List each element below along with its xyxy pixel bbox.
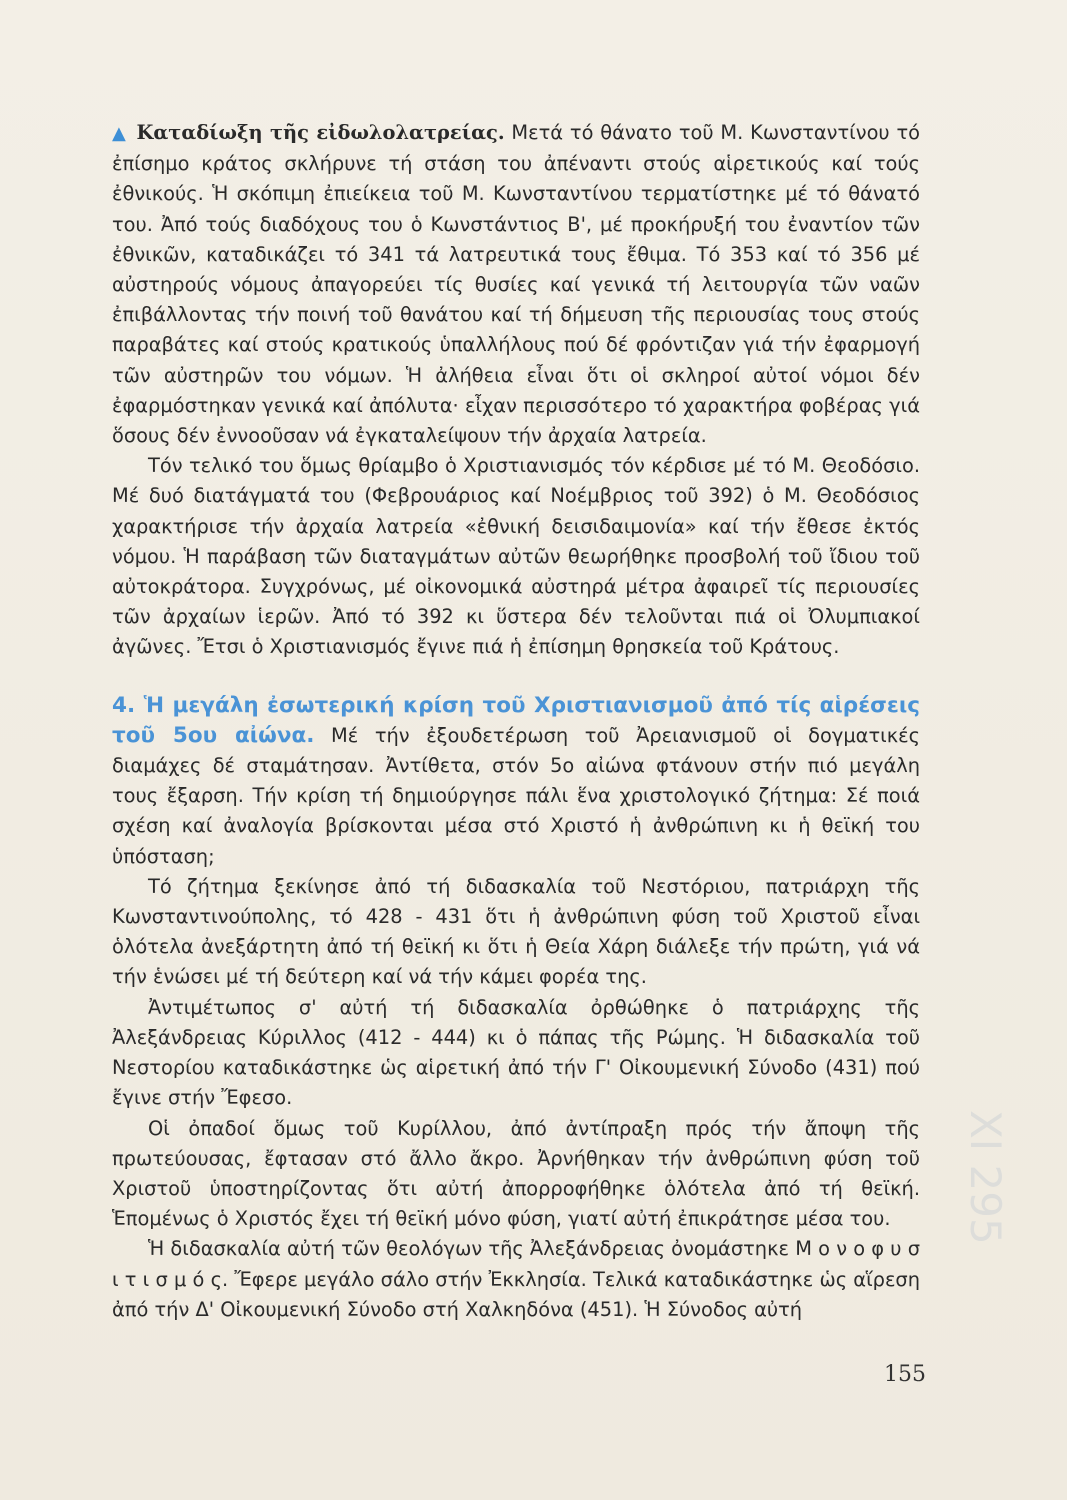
text-column (112, 118, 920, 1325)
paragraph-nestorius: Τό ζήτημα ξεκίνησε ἀπό τή διδασκαλία τοῦ Νεστόριου, πατριάρχη τῆς Κωνσταντινούπολης, τό 428 - 431 ὅτι ἡ ἀνθρώπινη φύση τοῦ Χριστοῦ εἶναι ὁλότελα ἀνεξάρτητη ἀπό τή θεϊκή κι ὅτι ἡ Θεία Χάρη διάλεξε τήν πρώτη, γιά νά τήν ἑνώσει μέ τή δεύτερη καί νά τήν κάμει φορέα της. (112, 874, 920, 989)
library-stamp: ΧΙ 295 (961, 1110, 1010, 1245)
paragraph-persecution (112, 118, 920, 451)
paragraph-followers: Οἱ ὀπαδοί ὅμως τοῦ Κυρίλλου, ἀπό ἀντίπραξη πρός τήν ἄποψη τῆς πρωτεύουσας, ἔφτασαν στό ἄλλο ἄκρο. Ἀρνήθηκαν τήν ἀνθρώπινη φύση τοῦ Χριστοῦ ὑποστηρίζοντας ὅτι αὐτή ἀπορροφήθηκε ὁλότελα ἀπό τή θεϊκή. Ἑπομένως ὁ Χριστός ἔχει τή θεϊκή μόνο φύση, γιατί αὐτή ἐπικράτησε μέσα του. (112, 1116, 920, 1231)
paragraph-cyril: Ἀντιμέτωπος σ' αὐτή τή διδασκαλία ὀρθώθηκε ὁ πατριάρχης τῆς Ἀλεξάνδρειας Κύριλλος (412 - 444) κι ὁ πάπας τῆς Ρώμης. Ἡ διδασκαλία τοῦ Νεστορίου καταδικάστηκε ὡς αἱρετική ἀπό τήν Γ' Οἰκουμενική Σύνοδο (431) πού ἔγινε στήν Ἔφεσο. (112, 995, 920, 1110)
triangle-bullet-icon: ▲ (112, 123, 127, 144)
section-heading: 4. Ἡ μεγάλη ἐσωτερική κρίση τοῦ Χριστιανισμοῦ ἀπό τίς αἱρέσεις τοῦ 5ου αἰώνα. (112, 692, 920, 748)
subsection-title: Καταδίωξη τῆς εἰδωλολατρείας. (136, 121, 505, 144)
paragraph-text: Μέ τήν ἐξουδετέρωση τοῦ Ἀρειανισμοῦ οἱ δογματικές διαμάχες δέ σταμάτησαν. Ἀντίθετα, στόν 5ο αἰώνα φτάνουν στήν πιό μεγάλη τους ἔξαρση. Τήν κρίση τή δημιούργησε πάλι ἕνα χριστολογικό ζήτημα: Σέ ποιά σχέση καί ἀναλογία βρίσκονται μέσα στό Χριστό ἡ ἀνθρώπινη κι ἡ θεϊκή του ὑπόσταση; (112, 723, 920, 868)
paragraph-text: Μετά τό θάνατο τοῦ Μ. Κωνσταντίνου τό ἐπίσημο κράτος σκλήρυνε τή στάση του ἀπέναντι στούς αἱρετικούς καί τούς ἐθνικούς. Ἡ σκόπιμη ἐπιείκεια τοῦ Μ. Κωνσταντίνου τερματίστηκε μέ τό θάνατό του. Ἀπό τούς διαδόχους του ὁ Κωνστάντιος Β', μέ προκήρυξή του ἐναντίον τῶν ἐθνικῶν, καταδικάζει τό 341 τά λατρευτικά τους ἔθιμα. Τό 353 καί τό 356 μέ αὐστηρούς νόμους ἀπαγορεύει τίς θυσίες καί γενικά τή λειτουργία τῶν ναῶν ἐπιβάλλοντας τήν ποινή τοῦ θανάτου καί τή δήμευση τῆς περιουσίας τους στούς παραβάτες καί στούς κρατικούς ὑπαλλήλους πού δέ φρόντιζαν γιά τήν ἐφαρμογή τῶν αὐστηρῶν του νόμων. Ἡ ἀλήθεια εἶναι ὅτι οἱ σκληροί αὐτοί νόμοι δέν ἐφαρμόστηκαν γενικά καί ἀπόλυτα· εἶχαν περισσότερο τό χαρακτήρα φοβέρας γιά ὅσους δέν ἐννοοῦσαν νά ἐγκαταλείψουν τήν ἀρχαία λατρεία. (112, 121, 921, 448)
section-4 (112, 691, 920, 1325)
page-number: 155 (884, 1362, 926, 1387)
paragraph-theodosius: Τόν τελικό του ὅμως θρίαμβο ὁ Χριστιανισμός τόν κέρδισε μέ τό Μ. Θεοδόσιο. Μέ δυό διατάγματά του (Φεβρουάριος καί Νοέμβριος τοῦ 392) ὁ Μ. Θεοδόσιος χαρακτήρισε τήν ἀρχαία λατρεία «ἐθνική δεισιδαιμονία» καί τήν ἔθεσε ἐκτός νόμου. Ἡ παράβαση τῶν διαταγμάτων αὐτῶν θεωρήθηκε προσβολή τοῦ ἴδιου τοῦ αὐτοκράτορα. Συγχρόνως, μέ οἰκονομικά αὐστηρά μέτρα ἀφαιρεῖ τίς περιουσίες τῶν ἀρχαίων ἱερῶν. Ἀπό τό 392 κι ὕστερα δέν τελοῦνται πιά οἱ Ὀλυμπιακοί ἀγῶνες. Ἔτσι ὁ Χριστιανισμός ἔγινε πιά ἡ ἐπίσημη θρησκεία τοῦ Κράτους. (112, 454, 920, 659)
paragraph-monophysitism: Ἡ διδασκαλία αὐτή τῶν θεολόγων τῆς Ἀλεξάνδρειας ὀνομάστηκε Μ ο ν ο φ υ σ ι τ ι σ μ ό ς. Ἔφερε μεγάλο σάλο στήν Ἐκκλησία. Τελικά καταδικάστηκε ὡς αἵρεση ἀπό τήν Δ' Οἰκουμενική Σύνοδο στή Χαλκηδόνα (451). Ἡ Σύνοδος αὐτή (112, 1237, 920, 1321)
paragraph-section4-intro (112, 691, 920, 872)
